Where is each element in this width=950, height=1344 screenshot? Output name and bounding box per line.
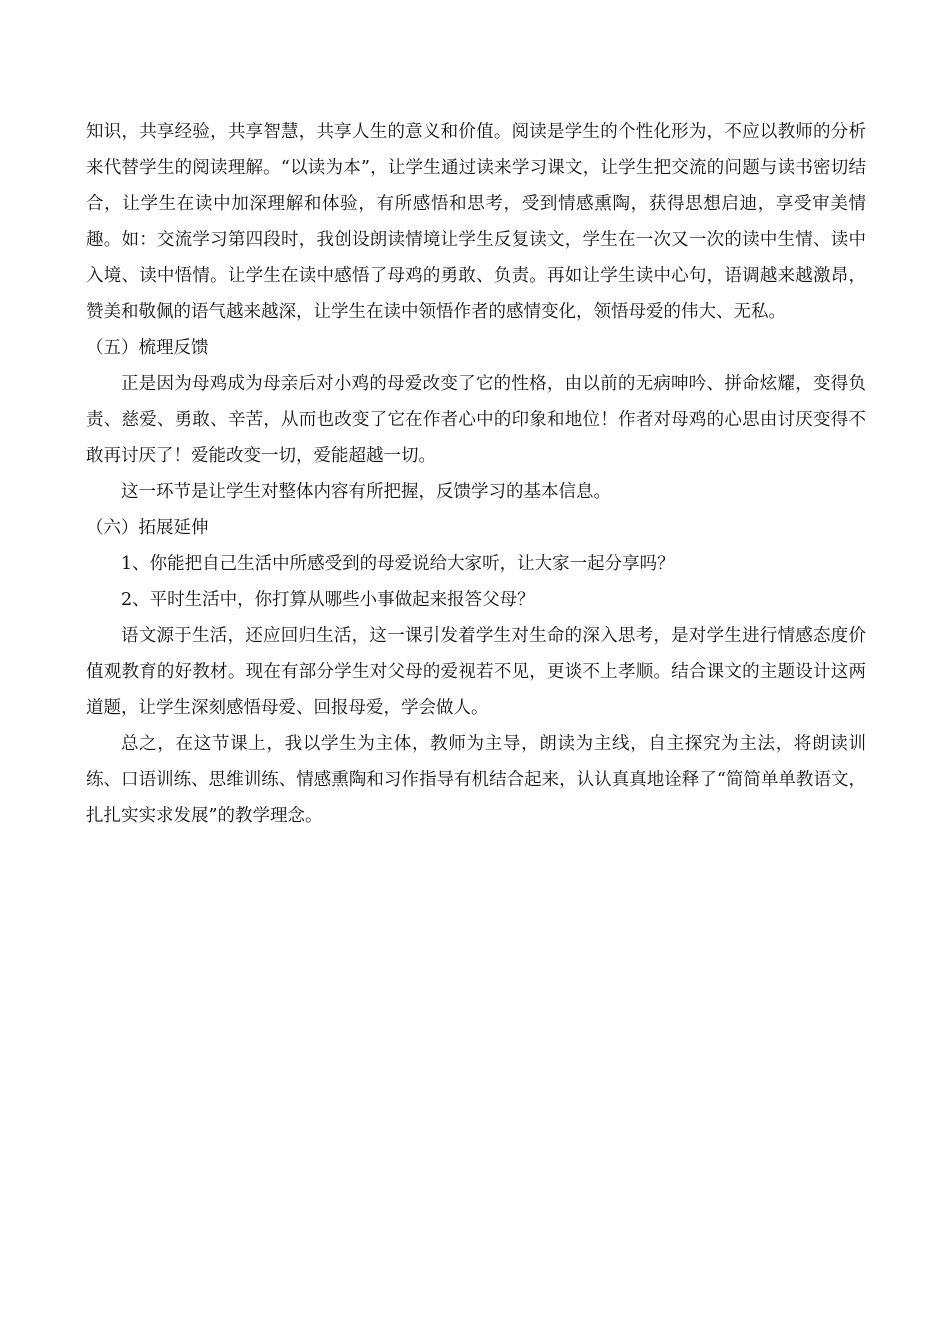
document-body [86, 114, 866, 834]
question-item-2: 2、平时生活中，你打算从哪些小事做起来报答父母？ [121, 590, 535, 610]
section-heading-feedback: （五）梳理反馈 [86, 338, 209, 358]
paragraph-conclusion: 总之，在这节课上，我以学生为主体，教师为主导，朗读为主线，自主探究为主法，将朗读训练、口语训练、思维训练、情感熏陶和习作指导有机结合起来，认认真真地诠释了“简简单单教语文，扎扎实实求发展”的教学理念。 [86, 734, 866, 826]
paragraph-reading-method: 知识，共享经验，共享智慧，共享人生的意义和价值。阅读是学生的个性化形为，不应以教师的分析来代替学生的阅读理解。“以读为本”，让学生通过读来学习课文，让学生把交流的问题与读书密切结合，让学生在读中加深理解和体验，有所感悟和思考，受到情感熏陶，获得思想启迪，享受审美情趣。如：交流学习第四段时，我创设朗读情境让学生反复读文，学生在一次又一次的读中生情、读中入境、读中悟情。让学生在读中感悟了母鸡的勇敢、负责。再如让学生读中心句，语调越来越激昂，赞美和敬佩的语气越来越深，让学生在读中领悟作者的感情变化，领悟母爱的伟大、无私。 [86, 122, 866, 322]
paragraph-feedback-summary: 正是因为母鸡成为母亲后对小鸡的母爱改变了它的性格，由以前的无病呻吟、拼命炫耀，变得负责、慈爱、勇敢、辛苦，从而也改变了它在作者心中的印象和地位！作者对母鸡的心思由讨厌变得不敢再讨厌了！爱能改变一切，爱能超越一切。 [86, 374, 866, 466]
section-heading-extension: （六）拓展延伸 [86, 518, 209, 538]
paragraph-feedback-purpose: 这一环节是让学生对整体内容有所把握，反馈学习的基本信息。 [121, 482, 611, 502]
paragraph-extension-rationale: 语文源于生活，还应回归生活，这一课引发着学生对生命的深入思考，是对学生进行情感态度价值观教育的好教材。现在有部分学生对父母的爱视若不见，更谈不上孝顺。结合课文的主题设计这两道题，让学生深刻感悟母爱、回报母爱，学会做人。 [86, 626, 866, 718]
question-item-1: 1、你能把自己生活中所感受到的母爱说给大家听，让大家一起分享吗？ [121, 554, 675, 574]
